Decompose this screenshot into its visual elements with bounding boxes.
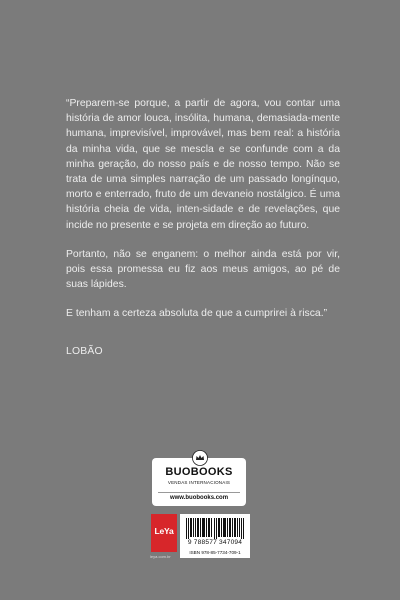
- publisher-site: leya.com.br: [150, 554, 171, 559]
- barcode-digits: 9 788577 347094: [187, 539, 243, 546]
- barcode-icon: [186, 518, 244, 539]
- author-name: LOBÃO: [66, 346, 103, 357]
- barcode: [180, 514, 250, 558]
- publisher-logo: LeYa: [154, 526, 174, 536]
- crown-icon: [192, 450, 208, 466]
- isbn-text: ISBN 978-85-7734-709-1: [189, 550, 241, 555]
- sticker-tagline: VENDAS INTERNACIONAIS: [167, 480, 231, 485]
- quote-paragraph-2: Portanto, não se enganem: o melhor ainda está por vir, pois essa promessa eu fiz aos meus amigos, ao pé de suas lápides.: [66, 248, 340, 291]
- publisher-logo-box: [151, 514, 177, 552]
- quote-paragraph-3: E tenham a certeza absoluta de que a cumprirei à risca.”: [66, 308, 328, 320]
- sticker-url: www.buobooks.com: [158, 492, 240, 501]
- buobooks-sticker: [152, 458, 246, 506]
- sticker-brand: BUOBOOKS: [165, 466, 233, 478]
- back-cover-quote: [66, 96, 340, 336]
- quote-paragraph-1: “Preparem-se porque, a partir de agora, vou contar uma história de amor louca, insólita, humana, demasiada-mente humana, imprevisível, improvável, mas bem real: a história da minha vida, que se mescla e se confunde com a da minha geração, do nosso país e de nosso tempo. Não se trata de uma simples narração de um passado longínquo, morto e enterrado, fruto de um devaneio nostálgico. É uma história cheia de vida, inten-sidade e de revelações, que incide no presente e se projeta em direção ao futuro.: [66, 98, 340, 231]
